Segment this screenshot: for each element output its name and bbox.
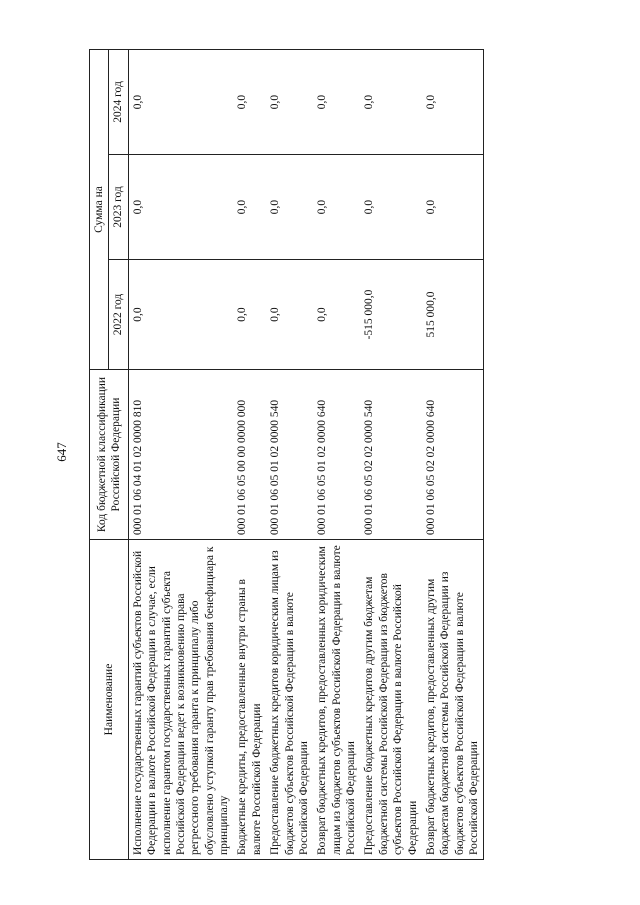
row-value-2024: 0,0: [422, 49, 484, 154]
header-year-2022: 2022 год: [109, 260, 128, 370]
budget-table: [89, 49, 484, 860]
row-code: 000 01 06 05 02 02 0000 640: [422, 370, 484, 540]
row-value-2023: 0,0: [360, 155, 422, 260]
row-code: 000 01 06 04 01 02 0000 810: [128, 370, 233, 540]
row-name: Предоставление бюджетных кредитов другим бюджетам бюджетной системы Российской Федерации из бюджетов субъектов Российской Федерации в валюте Российской Федерации: [360, 540, 422, 860]
row-name: Возврат бюджетных кредитов, предоставленных юридическим лицам из бюджетов субъектов Российской Федерации в валюте Российской Федерации: [313, 540, 360, 860]
row-value-2022: 0,0: [266, 260, 313, 370]
row-value-2022: 515 000,0: [422, 260, 484, 370]
header-sum: Сумма на: [90, 49, 109, 369]
header-code: Код бюджетной классификации Российской Федерации: [90, 370, 129, 540]
row-value-2024: 0,0: [360, 49, 422, 154]
table-row: [266, 49, 313, 859]
row-value-2022: 0,0: [233, 260, 266, 370]
row-name: Бюджетные кредиты, предоставленные внутри страны в валюте Российской Федерации: [233, 540, 266, 860]
page-number: 647: [54, 442, 69, 462]
row-code: 000 01 06 05 00 00 0000 000: [233, 370, 266, 540]
row-value-2022: 0,0: [313, 260, 360, 370]
row-code: 000 01 06 05 01 02 0000 640: [313, 370, 360, 540]
row-name: Исполнение государственных гарантий субъектов Российской Федерации в валюте Российской Федерации в случае, если исполнение гарантом государственных гарантий субъекта Российской Федерации ведет к возникновению права регрессного требования гаранта к принципалу либо обусловлено уступкой гаранту прав требования бенефициара к принципалу: [128, 540, 233, 860]
header-year-2023: 2023 год: [109, 155, 128, 260]
table-row: [422, 49, 484, 859]
row-value-2024: 0,0: [266, 49, 313, 154]
row-value-2023: 0,0: [422, 155, 484, 260]
rotated-page: [89, 50, 619, 860]
row-value-2024: 0,0: [233, 49, 266, 154]
header-name: Наименование: [90, 540, 129, 860]
row-name: Возврат бюджетных кредитов, предоставленных другим бюджетам бюджетной системы Российской Федерации из бюджетов субъектов Российской Федерации в валюте Российской Федерации: [422, 540, 484, 860]
row-code: 000 01 06 05 02 02 0000 540: [360, 370, 422, 540]
row-value-2024: 0,0: [128, 49, 233, 154]
row-value-2023: 0,0: [266, 155, 313, 260]
row-value-2023: 0,0: [313, 155, 360, 260]
table-row: [360, 49, 422, 859]
table-row: [128, 49, 233, 859]
row-code: 000 01 06 05 01 02 0000 540: [266, 370, 313, 540]
row-value-2022: -515 000,0: [360, 260, 422, 370]
row-value-2023: 0,0: [233, 155, 266, 260]
table-row: [233, 49, 266, 859]
table-row: [313, 49, 360, 859]
row-value-2024: 0,0: [313, 49, 360, 154]
row-value-2023: 0,0: [128, 155, 233, 260]
header-year-2024: 2024 год: [109, 49, 128, 154]
row-value-2022: 0,0: [128, 260, 233, 370]
row-name: Предоставление бюджетных кредитов юридическим лицам из бюджетов субъектов Российской Федерации в валюте Российской Федерации: [266, 540, 313, 860]
